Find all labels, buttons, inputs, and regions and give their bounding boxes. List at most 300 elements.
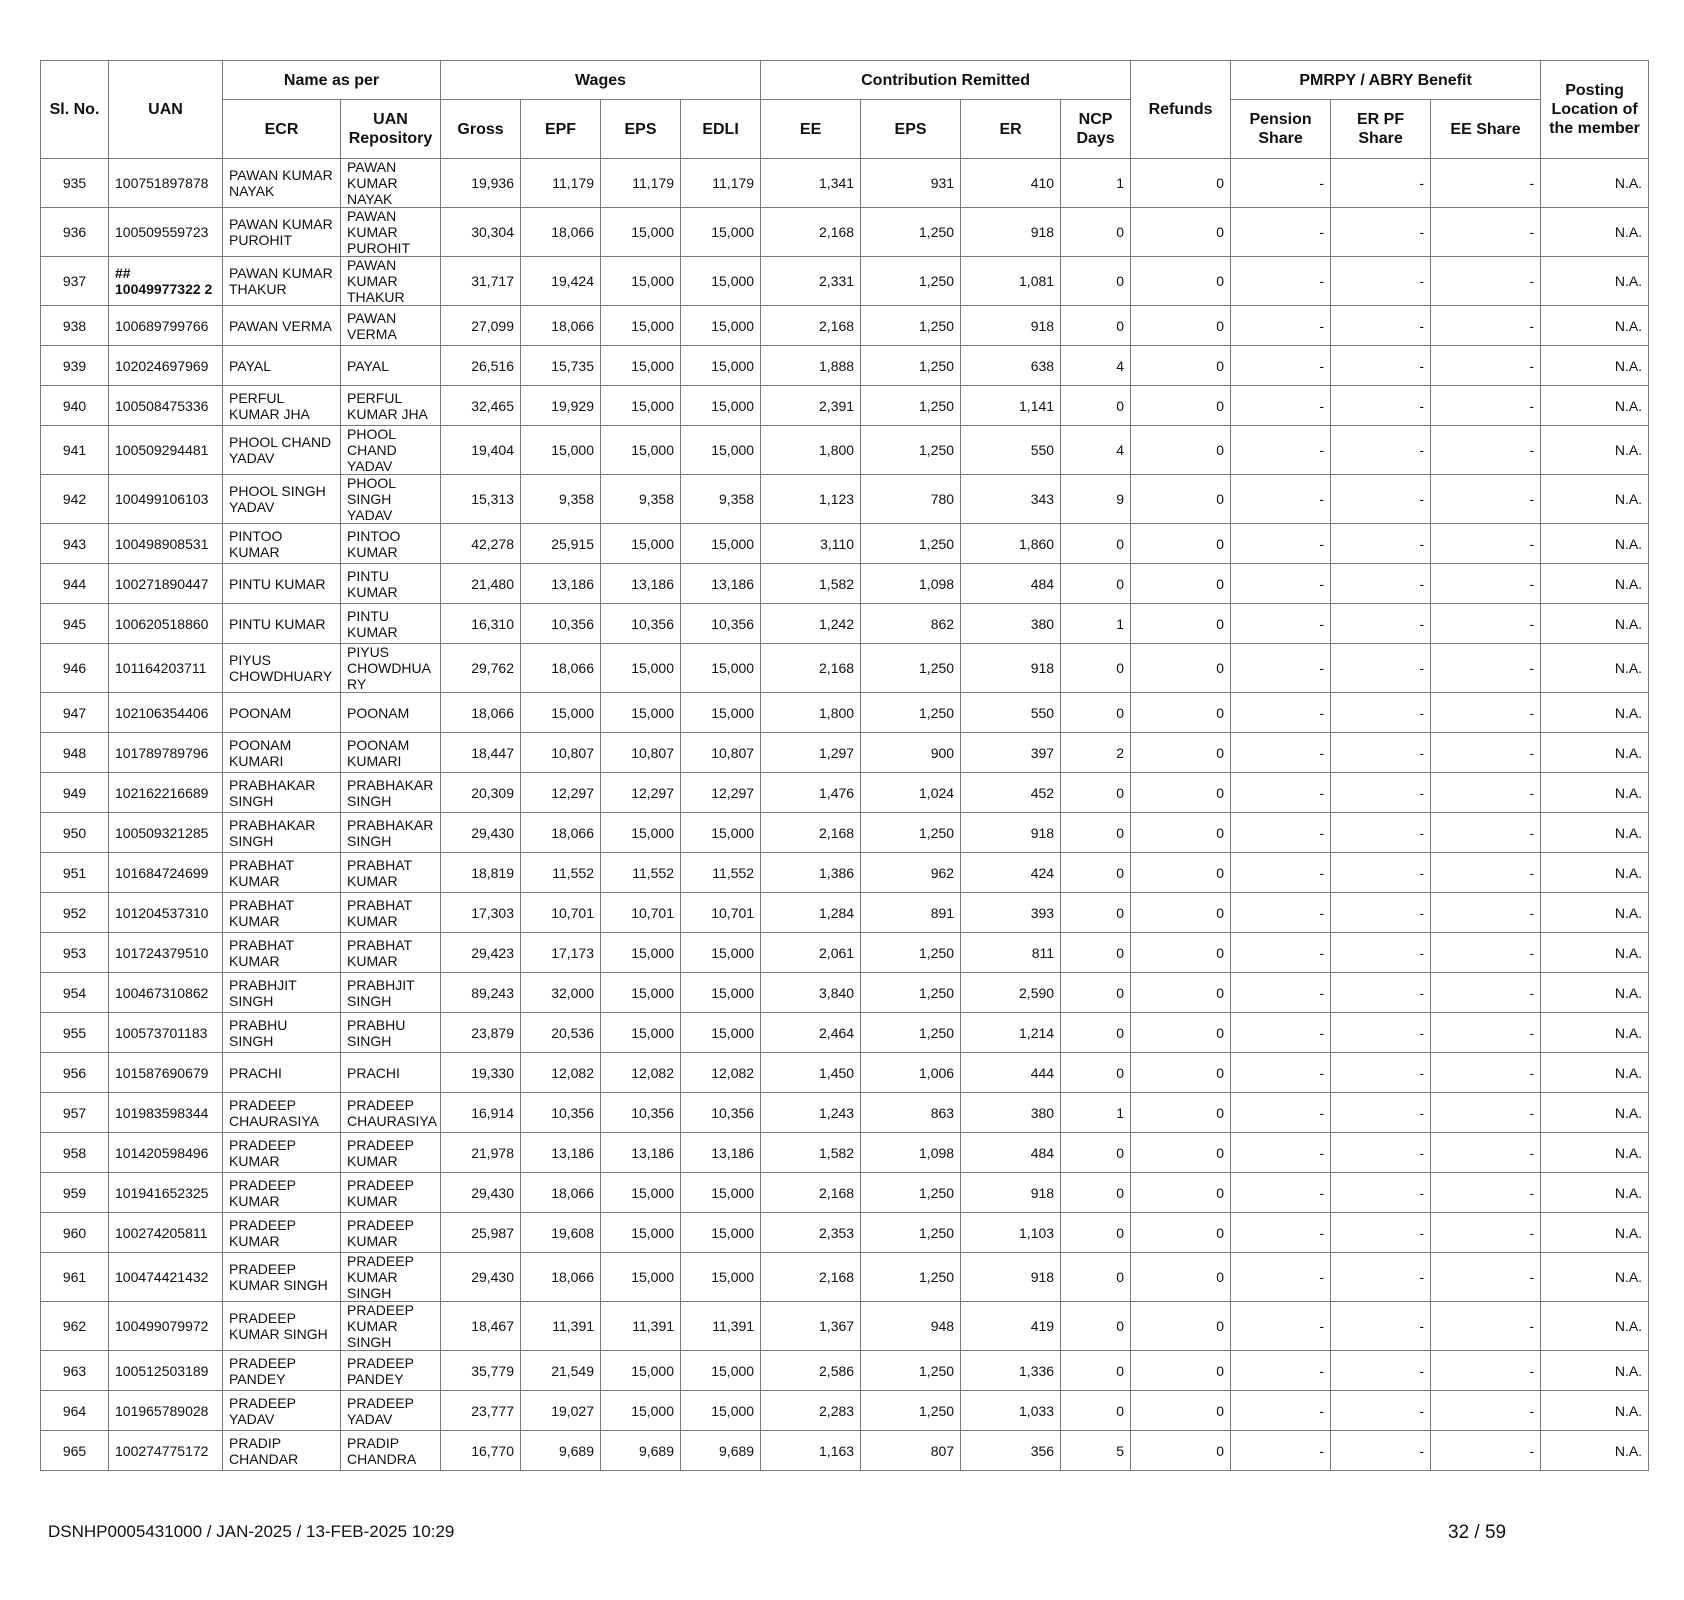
ncp-days-cell: 0 [1061,1351,1131,1391]
table-row [41,733,1649,773]
table-row [41,208,1649,257]
posting-location-cell: N.A. [1541,426,1649,475]
uan-cell: 100499079972 [109,1302,223,1351]
pension-share-cell: - [1231,426,1331,475]
sl-no-cell: 965 [41,1431,109,1471]
ee-contribution-cell: 1,476 [761,773,861,813]
edli-wage-cell: 9,358 [681,475,761,524]
posting-location-cell: N.A. [1541,475,1649,524]
pension-share-cell: - [1231,208,1331,257]
table-row [41,1391,1649,1431]
epf-wage-cell: 10,701 [521,893,601,933]
posting-location-cell: N.A. [1541,1302,1649,1351]
er-contribution-cell: 1,860 [961,524,1061,564]
ee-share-cell: - [1431,257,1541,306]
table-row [41,773,1649,813]
ee-share-cell: - [1431,1302,1541,1351]
posting-location-cell: N.A. [1541,733,1649,773]
eps-wage-cell: 15,000 [601,426,681,475]
ee-contribution-cell: 2,168 [761,644,861,693]
uan-cell: 100498908531 [109,524,223,564]
eps-wage-cell: 15,000 [601,257,681,306]
er-contribution-cell: 410 [961,159,1061,208]
eps-contribution-cell: 1,098 [861,564,961,604]
table-row [41,1013,1649,1053]
repository-name-cell: POONAM [341,693,441,733]
refunds-cell: 0 [1131,1093,1231,1133]
ecr-name-cell: PAWAN KUMAR THAKUR [223,257,341,306]
edli-wage-cell: 10,356 [681,1093,761,1133]
sl-no-cell: 957 [41,1093,109,1133]
pension-share-cell: - [1231,1302,1331,1351]
gross-wage-cell: 16,914 [441,1093,521,1133]
sl-no-cell: 956 [41,1053,109,1093]
posting-location-cell: N.A. [1541,973,1649,1013]
epf-wage-cell: 18,066 [521,306,601,346]
er-contribution-cell: 1,081 [961,257,1061,306]
repository-name-cell: PAYAL [341,346,441,386]
ee-share-cell: - [1431,1213,1541,1253]
ee-contribution-cell: 3,110 [761,524,861,564]
sl-no-cell: 938 [41,306,109,346]
er-contribution-cell: 380 [961,1093,1061,1133]
refunds-cell: 0 [1131,644,1231,693]
contribution-table [40,60,1649,1471]
ncp-days-cell: 1 [1061,159,1131,208]
gross-wage-cell: 29,430 [441,1173,521,1213]
er-contribution-cell: 918 [961,1173,1061,1213]
sl-no-cell: 951 [41,853,109,893]
ecr-name-cell: PRADEEP YADAV [223,1391,341,1431]
gross-wage-cell: 20,309 [441,773,521,813]
uan-cell: 100620518860 [109,604,223,644]
er-pf-share-cell: - [1331,426,1431,475]
eps-contribution-cell: 807 [861,1431,961,1471]
er-contribution-cell: 1,336 [961,1351,1061,1391]
epf-wage-cell: 10,807 [521,733,601,773]
pension-share-cell: - [1231,1213,1331,1253]
ee-contribution-cell: 1,450 [761,1053,861,1093]
eps-wage-cell: 15,000 [601,346,681,386]
ee-contribution-cell: 1,800 [761,426,861,475]
ee-contribution-cell: 1,297 [761,733,861,773]
sl-no-cell: 958 [41,1133,109,1173]
table-row [41,1053,1649,1093]
ee-contribution-cell: 1,582 [761,1133,861,1173]
er-contribution-cell: 356 [961,1431,1061,1471]
epf-wage-cell: 18,066 [521,813,601,853]
gross-wage-cell: 35,779 [441,1351,521,1391]
eps-contribution-cell: 931 [861,159,961,208]
header-refunds: Refunds [1131,61,1231,159]
gross-wage-cell: 25,987 [441,1213,521,1253]
edli-wage-cell: 15,000 [681,973,761,1013]
table-row [41,306,1649,346]
edli-wage-cell: 15,000 [681,1173,761,1213]
refunds-cell: 0 [1131,1133,1231,1173]
pension-share-cell: - [1231,1351,1331,1391]
refunds-cell: 0 [1131,426,1231,475]
edli-wage-cell: 9,689 [681,1431,761,1471]
eps-contribution-cell: 1,250 [861,346,961,386]
er-pf-share-cell: - [1331,386,1431,426]
posting-location-cell: N.A. [1541,1213,1649,1253]
repository-name-cell: PERFUL KUMAR JHA [341,386,441,426]
epf-wage-cell: 15,000 [521,426,601,475]
er-contribution-cell: 452 [961,773,1061,813]
ncp-days-cell: 0 [1061,524,1131,564]
gross-wage-cell: 16,310 [441,604,521,644]
sl-no-cell: 948 [41,733,109,773]
repository-name-cell: PRADEEP KUMAR [341,1173,441,1213]
er-pf-share-cell: - [1331,524,1431,564]
ee-contribution-cell: 1,163 [761,1431,861,1471]
table-row [41,973,1649,1013]
eps-contribution-cell: 1,250 [861,1391,961,1431]
er-contribution-cell: 419 [961,1302,1061,1351]
ee-share-cell: - [1431,386,1541,426]
posting-location-cell: N.A. [1541,853,1649,893]
ncp-days-cell: 0 [1061,1302,1131,1351]
uan-cell: 100467310862 [109,973,223,1013]
pension-share-cell: - [1231,306,1331,346]
table-body [41,159,1649,1471]
ee-contribution-cell: 3,840 [761,973,861,1013]
ee-share-cell: - [1431,893,1541,933]
repository-name-cell: PIYUS CHOWDHUA RY [341,644,441,693]
er-pf-share-cell: - [1331,1391,1431,1431]
er-pf-share-cell: - [1331,733,1431,773]
er-pf-share-cell: - [1331,853,1431,893]
gross-wage-cell: 21,480 [441,564,521,604]
er-pf-share-cell: - [1331,1053,1431,1093]
ecr-name-cell: PRADEEP KUMAR SINGH [223,1302,341,1351]
epf-wage-cell: 20,536 [521,1013,601,1053]
ecr-name-cell: PRACHI [223,1053,341,1093]
eps-wage-cell: 15,000 [601,973,681,1013]
er-contribution-cell: 918 [961,644,1061,693]
edli-wage-cell: 11,391 [681,1302,761,1351]
table-row [41,1253,1649,1302]
ecr-name-cell: PAWAN KUMAR PUROHIT [223,208,341,257]
posting-location-cell: N.A. [1541,813,1649,853]
epf-wage-cell: 25,915 [521,524,601,564]
edli-wage-cell: 15,000 [681,933,761,973]
pension-share-cell: - [1231,1391,1331,1431]
table-row [41,159,1649,208]
er-contribution-cell: 550 [961,693,1061,733]
edli-wage-cell: 15,000 [681,257,761,306]
epf-wage-cell: 13,186 [521,564,601,604]
eps-contribution-cell: 1,098 [861,1133,961,1173]
eps-contribution-cell: 1,250 [861,386,961,426]
ecr-name-cell: POONAM KUMARI [223,733,341,773]
edli-wage-cell: 15,000 [681,208,761,257]
eps-contribution-cell: 1,250 [861,813,961,853]
table-row [41,426,1649,475]
ee-share-cell: - [1431,426,1541,475]
ncp-days-cell: 0 [1061,893,1131,933]
sl-no-cell: 935 [41,159,109,208]
er-contribution-cell: 380 [961,604,1061,644]
ecr-name-cell: PHOOL CHAND YADAV [223,426,341,475]
ecr-name-cell: PRADEEP PANDEY [223,1351,341,1391]
er-pf-share-cell: - [1331,1351,1431,1391]
ee-share-cell: - [1431,1013,1541,1053]
pension-share-cell: - [1231,1093,1331,1133]
eps-wage-cell: 12,082 [601,1053,681,1093]
ncp-days-cell: 0 [1061,973,1131,1013]
uan-cell: 102106354406 [109,693,223,733]
refunds-cell: 0 [1131,257,1231,306]
refunds-cell: 0 [1131,813,1231,853]
ncp-days-cell: 0 [1061,933,1131,973]
table-row [41,853,1649,893]
eps-contribution-cell: 1,250 [861,426,961,475]
table-row [41,524,1649,564]
repository-name-cell: PHOOL SINGH YADAV [341,475,441,524]
eps-contribution-cell: 1,250 [861,1253,961,1302]
ee-share-cell: - [1431,1391,1541,1431]
epf-wage-cell: 10,356 [521,1093,601,1133]
er-pf-share-cell: - [1331,564,1431,604]
table-row [41,933,1649,973]
edli-wage-cell: 12,297 [681,773,761,813]
table-row [41,604,1649,644]
table-row [41,564,1649,604]
ecr-name-cell: POONAM [223,693,341,733]
epf-wage-cell: 17,173 [521,933,601,973]
refunds-cell: 0 [1131,208,1231,257]
er-pf-share-cell: - [1331,159,1431,208]
er-contribution-cell: 1,214 [961,1013,1061,1053]
repository-name-cell: PRADEEP YADAV [341,1391,441,1431]
posting-location-cell: N.A. [1541,1391,1649,1431]
ee-contribution-cell: 1,888 [761,346,861,386]
ee-share-cell: - [1431,733,1541,773]
er-pf-share-cell: - [1331,1133,1431,1173]
eps-wage-cell: 13,186 [601,564,681,604]
uan-cell: 100512503189 [109,1351,223,1391]
uan-cell: 101204537310 [109,893,223,933]
ecr-name-cell: PAYAL [223,346,341,386]
ee-share-cell: - [1431,208,1541,257]
eps-wage-cell: 15,000 [601,813,681,853]
ecr-name-cell: PRADEEP CHAURASIYA [223,1093,341,1133]
ee-contribution-cell: 2,353 [761,1213,861,1253]
ee-share-cell: - [1431,604,1541,644]
er-pf-share-cell: - [1331,1013,1431,1053]
ee-contribution-cell: 1,386 [761,853,861,893]
er-pf-share-cell: - [1331,1302,1431,1351]
ncp-days-cell: 0 [1061,813,1131,853]
ncp-days-cell: 0 [1061,1133,1131,1173]
gross-wage-cell: 32,465 [441,386,521,426]
eps-contribution-cell: 962 [861,853,961,893]
header-ecr: ECR [223,100,341,159]
refunds-cell: 0 [1131,604,1231,644]
ecr-name-cell: PINTU KUMAR [223,604,341,644]
er-pf-share-cell: - [1331,1253,1431,1302]
ee-share-cell: - [1431,1053,1541,1093]
gross-wage-cell: 21,978 [441,1133,521,1173]
er-pf-share-cell: - [1331,1213,1431,1253]
eps-contribution-cell: 948 [861,1302,961,1351]
er-pf-share-cell: - [1331,346,1431,386]
ee-share-cell: - [1431,306,1541,346]
gross-wage-cell: 18,066 [441,693,521,733]
epf-wage-cell: 21,549 [521,1351,601,1391]
pension-share-cell: - [1231,733,1331,773]
refunds-cell: 0 [1131,475,1231,524]
gross-wage-cell: 23,777 [441,1391,521,1431]
repository-name-cell: PAWAN VERMA [341,306,441,346]
epf-wage-cell: 13,186 [521,1133,601,1173]
posting-location-cell: N.A. [1541,773,1649,813]
er-pf-share-cell: - [1331,693,1431,733]
repository-name-cell: PRABHU SINGH [341,1013,441,1053]
ncp-days-cell: 0 [1061,773,1131,813]
uan-cell: 101789789796 [109,733,223,773]
er-contribution-cell: 918 [961,208,1061,257]
repository-name-cell: PAWAN KUMAR NAYAK [341,159,441,208]
ee-share-cell: - [1431,524,1541,564]
ecr-name-cell: PRABHU SINGH [223,1013,341,1053]
posting-location-cell: N.A. [1541,1431,1649,1471]
sl-no-cell: 959 [41,1173,109,1213]
eps-wage-cell: 10,356 [601,1093,681,1133]
eps-wage-cell: 11,179 [601,159,681,208]
er-pf-share-cell: - [1331,644,1431,693]
gross-wage-cell: 18,447 [441,733,521,773]
ee-contribution-cell: 2,586 [761,1351,861,1391]
uan-cell: 100573701183 [109,1013,223,1053]
pension-share-cell: - [1231,346,1331,386]
eps-contribution-cell: 891 [861,893,961,933]
gross-wage-cell: 29,423 [441,933,521,973]
ee-contribution-cell: 1,367 [761,1302,861,1351]
ncp-days-cell: 9 [1061,475,1131,524]
ncp-days-cell: 4 [1061,346,1131,386]
header-pmrpy-abry: PMRPY / ABRY Benefit [1231,61,1541,100]
er-pf-share-cell: - [1331,208,1431,257]
table-row [41,1351,1649,1391]
repository-name-cell: PRADEEP KUMAR SINGH [341,1302,441,1351]
repository-name-cell: PINTOO KUMAR [341,524,441,564]
eps-wage-cell: 15,000 [601,386,681,426]
eps-contribution-cell: 1,250 [861,306,961,346]
ee-share-cell: - [1431,564,1541,604]
ee-contribution-cell: 2,391 [761,386,861,426]
header-epf: EPF [521,100,601,159]
eps-wage-cell: 13,186 [601,1133,681,1173]
er-contribution-cell: 424 [961,853,1061,893]
refunds-cell: 0 [1131,1391,1231,1431]
er-pf-share-cell: - [1331,893,1431,933]
ee-share-cell: - [1431,159,1541,208]
gross-wage-cell: 18,819 [441,853,521,893]
ecr-name-cell: PAWAN VERMA [223,306,341,346]
page-number: 32 / 59 [1448,1522,1507,1543]
eps-wage-cell: 15,000 [601,1391,681,1431]
pension-share-cell: - [1231,1253,1331,1302]
pension-share-cell: - [1231,1431,1331,1471]
header-eps: EPS [601,100,681,159]
header-gross: Gross [441,100,521,159]
ee-contribution-cell: 2,061 [761,933,861,973]
eps-wage-cell: 15,000 [601,693,681,733]
eps-contribution-cell: 862 [861,604,961,644]
refunds-cell: 0 [1131,1431,1231,1471]
uan-cell: 101684724699 [109,853,223,893]
header-er-pf-share: ER PF Share [1331,100,1431,159]
epf-wage-cell: 12,082 [521,1053,601,1093]
ee-share-cell: - [1431,693,1541,733]
table-row [41,813,1649,853]
epf-wage-cell: 15,000 [521,693,601,733]
ee-contribution-cell: 1,582 [761,564,861,604]
eps-contribution-cell: 1,250 [861,1351,961,1391]
gross-wage-cell: 89,243 [441,973,521,1013]
repository-name-cell: PRADEEP KUMAR SINGH [341,1253,441,1302]
sl-no-cell: 944 [41,564,109,604]
repository-name-cell: PRABHAKAR SINGH [341,773,441,813]
eps-contribution-cell: 1,250 [861,524,961,564]
ecr-name-cell: PRABHAKAR SINGH [223,813,341,853]
uan-cell: 100499106103 [109,475,223,524]
posting-location-cell: N.A. [1541,564,1649,604]
gross-wage-cell: 26,516 [441,346,521,386]
header-sl-no: Sl. No. [41,61,109,159]
ncp-days-cell: 2 [1061,733,1131,773]
ee-contribution-cell: 1,284 [761,893,861,933]
sl-no-cell: 937 [41,257,109,306]
gross-wage-cell: 18,467 [441,1302,521,1351]
sl-no-cell: 936 [41,208,109,257]
table-row [41,893,1649,933]
header-name-as-per: Name as per [223,61,441,100]
ecr-name-cell: PRADEEP KUMAR [223,1213,341,1253]
ecr-name-cell: PINTU KUMAR [223,564,341,604]
sl-no-cell: 960 [41,1213,109,1253]
uan-cell: ## 10049977322 2 [109,257,223,306]
ncp-days-cell: 0 [1061,644,1131,693]
edli-wage-cell: 12,082 [681,1053,761,1093]
posting-location-cell: N.A. [1541,933,1649,973]
ee-contribution-cell: 2,283 [761,1391,861,1431]
pension-share-cell: - [1231,973,1331,1013]
gross-wage-cell: 17,303 [441,893,521,933]
er-pf-share-cell: - [1331,1093,1431,1133]
refunds-cell: 0 [1131,346,1231,386]
pension-share-cell: - [1231,1013,1331,1053]
er-pf-share-cell: - [1331,306,1431,346]
er-pf-share-cell: - [1331,813,1431,853]
table-row [41,346,1649,386]
epf-wage-cell: 18,066 [521,644,601,693]
pension-share-cell: - [1231,1133,1331,1173]
eps-contribution-cell: 1,250 [861,1013,961,1053]
refunds-cell: 0 [1131,1351,1231,1391]
edli-wage-cell: 15,000 [681,644,761,693]
ecr-name-cell: PRADEEP KUMAR [223,1173,341,1213]
eps-wage-cell: 10,701 [601,893,681,933]
gross-wage-cell: 29,430 [441,813,521,853]
er-contribution-cell: 2,590 [961,973,1061,1013]
eps-wage-cell: 9,358 [601,475,681,524]
er-pf-share-cell: - [1331,475,1431,524]
pension-share-cell: - [1231,1053,1331,1093]
